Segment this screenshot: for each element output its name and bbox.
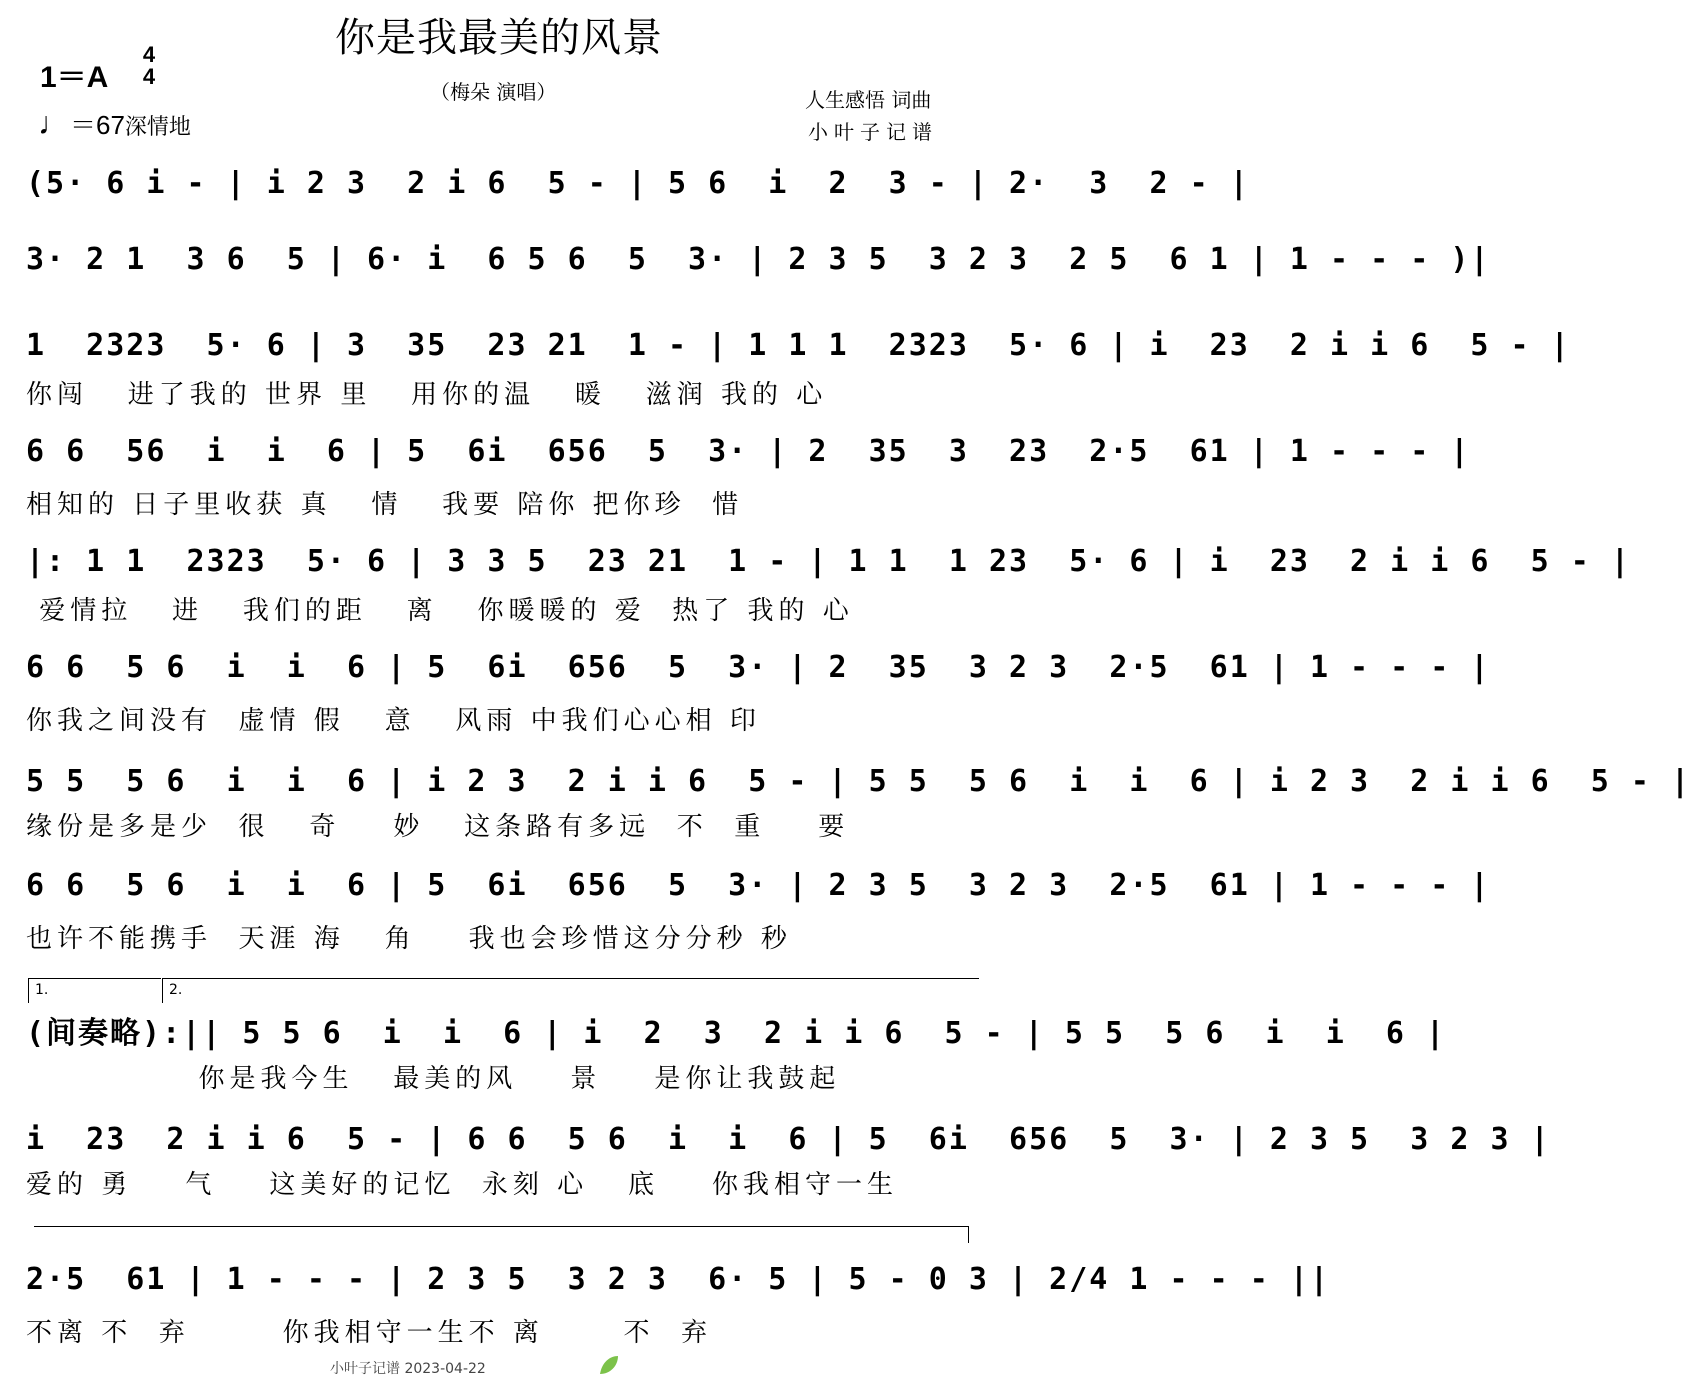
notator-credit: 小叶子记谱 (808, 120, 938, 144)
score-row (0, 430, 1471, 520)
score-row (0, 1118, 1551, 1200)
score-row (0, 864, 1491, 954)
jianpu-notes: 5 5 5 6 i i 6 | i 2 3 2 i i 6 5 - | 5 5 5 6 i i 6 | i 2 3 2 i i 6 5 - | (26, 764, 1691, 799)
score-row (0, 162, 1250, 222)
score-row (0, 760, 1691, 842)
score-row (0, 238, 1491, 298)
lyrics-line: 你是我今生 最美的风 景 是你让我鼓起 (26, 1064, 841, 1094)
jianpu-notes: i 23 2 i i 6 5 - | 6 6 5 6 i i 6 | 5 6i 656 5 3· | 2 3 5 3 2 3 | (26, 1122, 1551, 1157)
key-signature: 1＝A (40, 61, 109, 94)
footer-note: 小叶子记谱 2023-04-22 (330, 1361, 486, 1377)
jianpu-notes: 6 6 56 i i 6 | 5 6i 656 5 3· | 2 35 3 23 2·5 61 | 1 - - - | (26, 434, 1471, 469)
jianpu-notes: (5· 6 i - | i 2 3 2 i 6 5 - | 5 6 i 2 3 - | 2· 3 2 - | (26, 166, 1250, 201)
jianpu-notes: |: 1 1 2323 5· 6 | 3 3 5 23 21 1 - | 1 1 1 23 5· 6 | i 23 2 i i 6 5 - | (26, 544, 1631, 579)
jianpu-notes: 3· 2 1 3 6 5 | 6· i 6 5 6 5 3· | 2 3 5 3 2 3 2 5 6 1 | 1 - - - )| (26, 242, 1491, 277)
author-credit: 人生感悟 词曲 (805, 88, 932, 112)
jianpu-notes: (间奏略):|| 5 5 6 i i 6 | i 2 3 2 i i 6 5 - | 5 5 5 6 i i 6 | (26, 1016, 1447, 1051)
score-row (0, 324, 1571, 410)
phrase-slur (34, 1226, 969, 1243)
score-row (0, 1012, 1447, 1094)
score-row (0, 646, 1491, 736)
lyrics-line: 爱的 勇 气 这美好的记忆 永刻 心 底 你我相守一生 (26, 1170, 899, 1200)
song-title: 你是我最美的风景 (335, 15, 663, 61)
lyrics-line: 相知的 日子里收获 真 情 我要 陪你 把你珍 惜 (26, 490, 744, 520)
lyrics-line: 你闯 进了我的 世界 里 用你的温 暖 滋润 我的 心 (26, 380, 828, 410)
lyrics-line: 你我之间没有 虚情 假 意 风雨 中我们心心相 印 (26, 706, 761, 736)
lyrics-line: 缘份是多是少 很 奇 妙 这条路有多远 不 重 要 (26, 812, 850, 842)
lyrics-line: 也许不能携手 天涯 海 角 我也会珍惜这分分秒 秒 (26, 924, 792, 954)
time-signature-top: 4 (142, 42, 156, 67)
expression-mark: 深情地 (124, 115, 191, 140)
tempo-marking (38, 105, 191, 142)
time-signature-bottom: 4 (142, 64, 156, 89)
score-row (0, 1258, 1330, 1348)
quarter-note-icon: ♩ (38, 105, 70, 141)
first-ending-bracket: 1. (28, 978, 161, 1003)
singer-credit: （梅朵 演唱） (430, 80, 557, 104)
jianpu-notes: 2·5 61 | 1 - - - | 2 3 5 3 2 3 6· 5 | 5 - 0 3 | 2/4 1 - - - || (26, 1262, 1330, 1297)
tempo-value: ＝67 (70, 110, 125, 140)
lyrics-line: 爱情拉 进 我们的距 离 你暖暖的 爱 热了 我的 心 (26, 596, 854, 626)
time-signature (135, 44, 163, 88)
second-ending-bracket: 2. (162, 978, 979, 1003)
jianpu-notes: 6 6 5 6 i i 6 | 5 6i 656 5 3· | 2 3 5 3 2 3 2·5 61 | 1 - - - | (26, 868, 1491, 903)
score-row (0, 540, 1631, 626)
jianpu-notes: 6 6 5 6 i i 6 | 5 6i 656 5 3· | 2 35 3 2 3 2·5 61 | 1 - - - | (26, 650, 1491, 685)
leaf-icon (598, 1354, 620, 1376)
lyrics-line: 不离 不 弃 你我相守一生不 离 不 弃 (26, 1318, 713, 1348)
jianpu-notes: 1 2323 5· 6 | 3 35 23 21 1 - | 1 1 1 2323 5· 6 | i 23 2 i i 6 5 - | (26, 328, 1571, 363)
